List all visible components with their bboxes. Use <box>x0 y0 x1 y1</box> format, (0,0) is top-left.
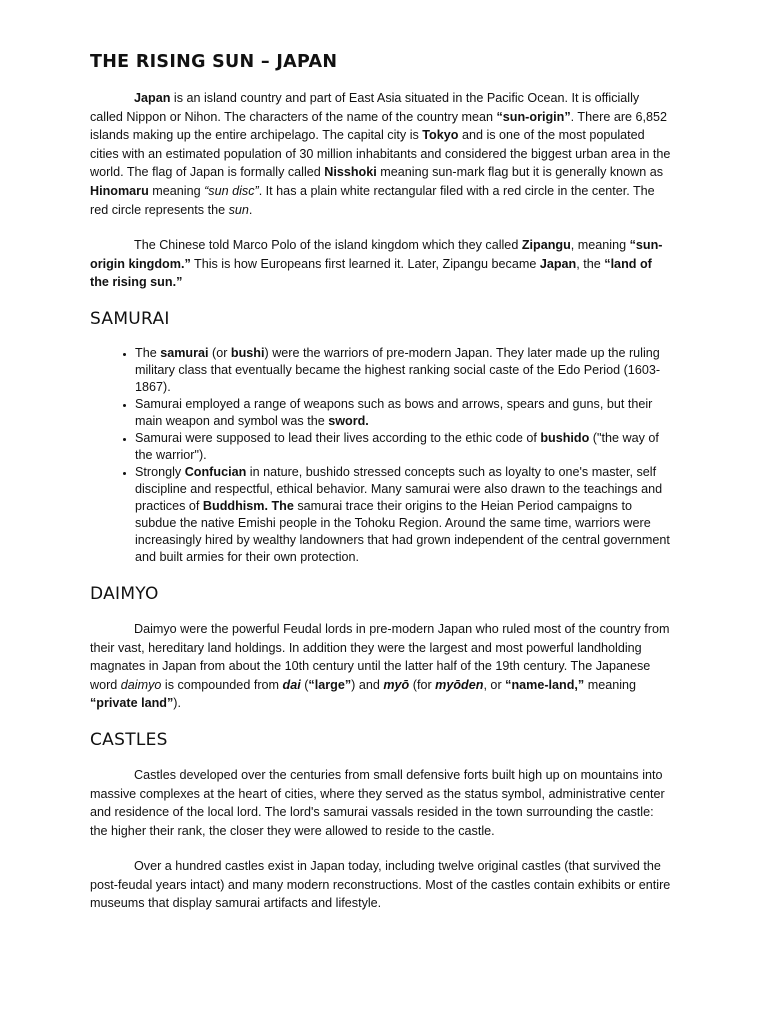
page-title: THE RISING SUN – JAPAN <box>90 52 338 72</box>
intro-paragraph-1: Japan is an island country and part of East Asia situated in the Pacific Ocean. It is officially called Nippon or Nihon. The characters of the name of the country mean “sun-origin”. There are 6,852 islands making up the entire archipelago. The capital city is Tokyo and is one of the most populated cities with an estimated population of 30 million inhabitants and considered the biggest urban area in the world. The flag of Japan is formally called Nisshoki meaning sun-mark flag but it is generally known as Hinomaru meaning “sun disc”. It has a plain white rectangular filed with a red circle in the center. The red circle represents the sun. <box>90 91 671 217</box>
castles-paragraph-2: Over a hundred castles exist in Japan today, including twelve original castles (that survived the post-feudal years intact) and many modern reconstructions. Most of the castles contain exhibits or entire museums that display samurai artifacts and lifestyle. <box>90 859 671 911</box>
daimyo-paragraph: Daimyo were the powerful Feudal lords in pre-modern Japan who ruled most of the country from their vast, hereditary land holdings. In addition they were the largest and most powerful landholding magnates in Japan from about the 10th century until the latter half of the 19th century. The Japanese word daimyo is compounded from dai (“large”) and myō (for myōden, or “name-land,” meaning “private land”). <box>90 621 670 711</box>
samurai-bullet: • The samurai (or bushi) were the warriors of pre-modern Japan. They later made up the ruling military class that eventually became the highest ranking social caste of the Edo Period (1603-1867). <box>135 345 672 396</box>
intro-paragraph-2: The Chinese told Marco Polo of the island kingdom which they called Zipangu, meaning “sun-origin kingdom.” This is how Europeans first learned it. Later, Zipangu became Japan, the “land of the rising sun.” <box>90 238 663 290</box>
samurai-bullet-list <box>90 345 672 566</box>
castles-paragraph-1: Castles developed over the centuries from small defensive forts built high up on mountains into massive complexes at the heart of cities, where they served as the status symbol, administrative center and residence of the local lord. The lord's samurai vassals resided in the town surrounding the castle: the higher their rank, the closer they were allowed to reside to the castle. <box>90 767 665 838</box>
samurai-bullet: • Samurai were supposed to lead their lives according to the ethic code of bushido ("the way of the warrior"). <box>135 430 672 464</box>
daimyo-heading: DAIMYO <box>90 583 159 604</box>
castles-heading: CASTLES <box>90 729 168 750</box>
samurai-heading: SAMURAI <box>90 308 170 329</box>
samurai-bullet: • Strongly Confucian in nature, bushido stressed concepts such as loyalty to one's master, self discipline and respectful, ethical behavior. Many samurai were also drawn to the teachings and practices of Buddhism. The samurai trace their origins to the Heian Period campaigns to subdue the native Emishi people in the Tohoku Region. Around the same time, warriors were increasingly hired by wealthy landowners that had grown independent of the central government and built armies for their own protection. <box>135 464 672 566</box>
samurai-bullet: • Samurai employed a range of weapons such as bows and arrows, spears and guns, but their main weapon and symbol was the sword. <box>135 396 672 430</box>
